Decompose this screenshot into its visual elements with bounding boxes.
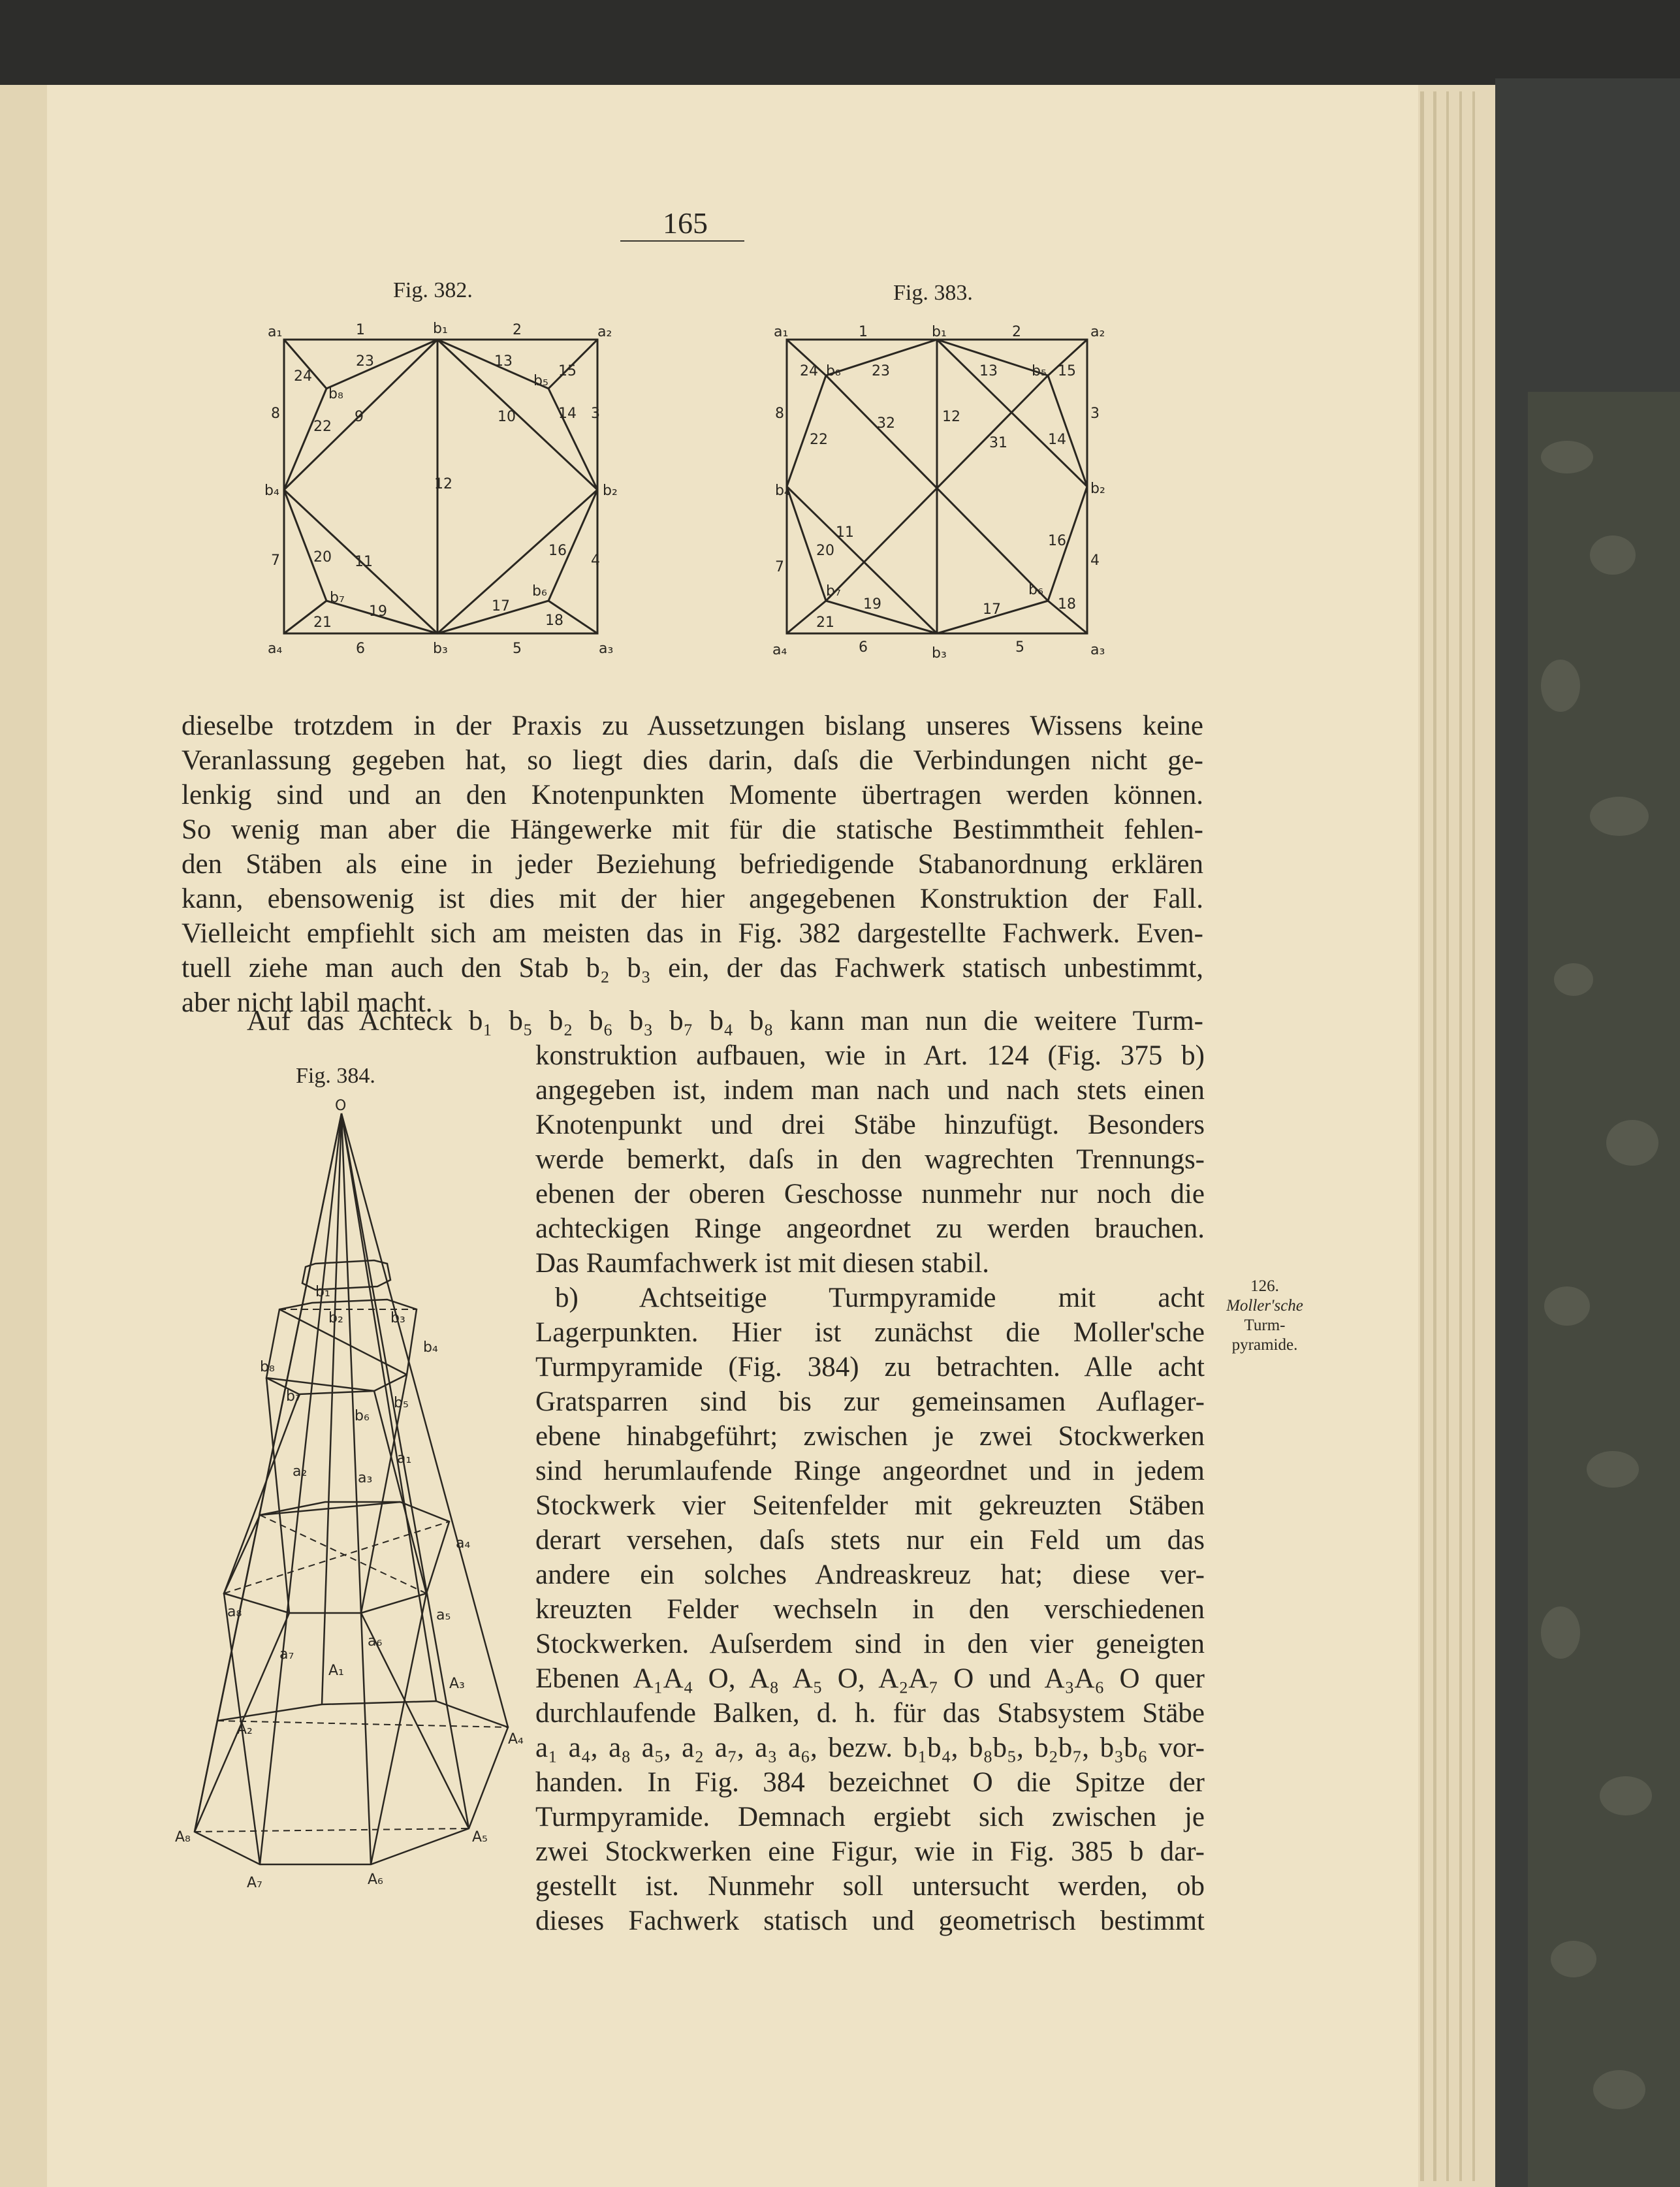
text-line: zwei Stockwerken eine Figur, wie in Fig. 385 b dar-	[535, 1836, 1205, 1867]
svg-text:A₃: A₃	[449, 1676, 465, 1692]
svg-text:12: 12	[942, 409, 960, 425]
fig384-tower-pyramid-diagram	[175, 1097, 524, 1907]
svg-text:a₂: a₂	[597, 324, 612, 340]
svg-text:b₅: b₅	[1032, 363, 1047, 379]
svg-text:b₈: b₈	[328, 386, 343, 402]
svg-text:21: 21	[816, 615, 834, 631]
svg-text:2: 2	[1012, 324, 1021, 340]
svg-text:13: 13	[494, 353, 513, 370]
text-line: Veranlassung gegeben hat, so liegt dies darin, daſs die Verbindungen nicht ge-	[182, 745, 1203, 776]
text-line: kann, ebensowenig ist dies mit der hier angegebenen Konstruktion der Fall.	[182, 884, 1203, 914]
svg-text:b₃: b₃	[932, 645, 947, 662]
text-line: Gratsparren sind bis zur gemeinsamen Auflager-	[535, 1386, 1205, 1417]
svg-text:20: 20	[816, 543, 834, 559]
svg-text:b₁: b₁	[932, 324, 947, 340]
fig383-caption: Fig. 383.	[893, 281, 973, 305]
text-line: Knotenpunkt und drei Stäbe hinzufügt. Besonders	[535, 1109, 1205, 1140]
svg-text:b₄: b₄	[423, 1339, 438, 1356]
svg-text:b₄: b₄	[775, 483, 790, 499]
svg-text:14: 14	[558, 406, 577, 422]
text-line: kreuzten Felder wechseln in den verschiedenen	[535, 1594, 1205, 1625]
svg-text:22: 22	[313, 419, 332, 435]
text-line: derart versehen, daſs stets nur ein Feld um das	[535, 1525, 1205, 1556]
svg-text:a₄: a₄	[772, 642, 787, 658]
svg-text:24: 24	[800, 363, 818, 379]
svg-text:A₁: A₁	[328, 1663, 344, 1679]
svg-text:31: 31	[989, 435, 1007, 451]
svg-text:3: 3	[1090, 406, 1100, 422]
svg-text:b₂: b₂	[1090, 481, 1105, 497]
svg-text:b₆: b₆	[532, 583, 547, 599]
text-line: dieses Fachwerk statisch und geometrisch bestimmt	[535, 1906, 1205, 1936]
svg-text:12: 12	[434, 476, 452, 492]
text-line: konstruktion aufbauen, wie in Art. 124 (Fig. 375 b)	[535, 1040, 1205, 1071]
svg-text:b₇: b₇	[330, 590, 345, 606]
svg-text:17: 17	[492, 598, 510, 615]
text-line: dieselbe trotzdem in der Praxis zu Aussetzungen bislang unseres Wissens keine	[182, 710, 1203, 741]
svg-text:5: 5	[1015, 639, 1024, 656]
text-line: tuell ziehe man auch den Stab b₂ b₃ ein, der das Fachwerk statisch unbestimmt,	[182, 953, 1203, 983]
svg-text:14: 14	[1048, 432, 1066, 448]
svg-text:19: 19	[863, 596, 881, 613]
svg-text:15: 15	[1058, 363, 1076, 379]
svg-text:b₁: b₁	[433, 321, 448, 337]
svg-text:11: 11	[836, 524, 854, 541]
svg-text:a₂: a₂	[293, 1463, 308, 1480]
text-line: angegeben ist, indem man nach und nach stets einen	[535, 1075, 1205, 1106]
svg-text:4: 4	[1090, 552, 1100, 569]
svg-text:b₇: b₇	[286, 1388, 301, 1405]
svg-text:A₇: A₇	[247, 1875, 262, 1891]
margin-note	[1216, 1277, 1314, 1355]
svg-text:b₁: b₁	[315, 1284, 330, 1300]
svg-text:23: 23	[356, 353, 374, 370]
svg-text:b₅: b₅	[394, 1395, 409, 1411]
fig382-caption: Fig. 382.	[393, 278, 473, 302]
svg-text:a₂: a₂	[1090, 324, 1105, 340]
svg-text:b₂: b₂	[603, 483, 618, 499]
svg-text:a₇: a₇	[279, 1646, 294, 1663]
text-line: durchlaufende Balken, d. h. für das Stabsystem Stäbe	[535, 1698, 1205, 1729]
svg-text:A₂: A₂	[237, 1721, 253, 1738]
svg-text:19: 19	[369, 603, 387, 620]
text-line: Turmpyramide (Fig. 384) zu betrachten. Alle acht	[535, 1352, 1205, 1382]
text-line: Stockwerk vier Seitenfelder mit gekreuzten Stäben	[535, 1490, 1205, 1521]
fig382-truss-diagram	[264, 313, 617, 663]
svg-text:b₈: b₈	[826, 363, 841, 379]
section-heading-line: b) Achtseitige Turmpyramide mit acht	[555, 1283, 1205, 1313]
svg-text:A₈: A₈	[175, 1829, 191, 1845]
margin-note-line: pyramide.	[1231, 1336, 1298, 1354]
svg-text:b₇: b₇	[826, 583, 841, 599]
svg-text:b₃: b₃	[433, 641, 448, 657]
text-line: Stockwerken. Auſserdem sind in den vier geneigten	[535, 1629, 1205, 1659]
svg-text:1: 1	[859, 324, 868, 340]
svg-text:b₂: b₂	[328, 1310, 343, 1326]
text-line: ebene hinabgeführt; zwischen je zwei Stockwerken	[535, 1421, 1205, 1452]
svg-text:A₆: A₆	[368, 1872, 383, 1888]
page-number: 165	[663, 206, 708, 240]
svg-text:7: 7	[271, 552, 280, 569]
text-line: andere ein solches Andreaskreuz hat; diese ver-	[535, 1559, 1205, 1590]
svg-text:23: 23	[872, 363, 890, 379]
svg-text:7: 7	[775, 559, 784, 575]
fig384-caption: Fig. 384.	[296, 1064, 375, 1088]
svg-text:2: 2	[513, 322, 522, 338]
svg-text:10: 10	[498, 409, 516, 425]
text-line: werde bemerkt, daſs in den wagrechten Trennungs-	[535, 1144, 1205, 1175]
svg-text:32: 32	[877, 415, 895, 432]
text-line: lenkig sind und an den Knotenpunkten Momente übertragen werden können.	[182, 780, 1203, 810]
svg-text:b₅: b₅	[533, 373, 548, 389]
svg-text:O: O	[335, 1098, 347, 1114]
svg-text:a₈: a₈	[227, 1604, 242, 1620]
svg-text:3: 3	[591, 406, 600, 422]
svg-text:15: 15	[558, 363, 577, 379]
svg-text:b₆: b₆	[1028, 582, 1043, 598]
svg-text:a₁: a₁	[268, 324, 283, 340]
svg-text:1: 1	[356, 322, 365, 338]
svg-text:6: 6	[859, 639, 868, 656]
svg-text:A₅: A₅	[472, 1829, 488, 1845]
text-line: handen. In Fig. 384 bezeichnet O die Spitze der	[535, 1767, 1205, 1798]
text-line: a₁ a₄, a₈ a₅, a₂ a₇, a₃ a₆, bezw. b₁b₄, b₈b₅, b₂b₇, b₃b₆ vor-	[535, 1732, 1205, 1763]
svg-text:18: 18	[1058, 596, 1076, 613]
svg-text:A₄: A₄	[508, 1731, 524, 1748]
right-column-text	[535, 1004, 1205, 1938]
svg-text:b₈: b₈	[260, 1359, 275, 1375]
svg-text:a₃: a₃	[599, 641, 614, 657]
svg-text:16: 16	[548, 543, 567, 559]
text-line: So wenig man aber die Hängewerke mit für die statische Bestimmtheit fehlen-	[182, 814, 1203, 845]
svg-text:a₃: a₃	[358, 1470, 373, 1486]
text-line: Das Raumfachwerk ist mit diesen stabil.	[535, 1248, 990, 1279]
text-line: achteckigen Ringe angeordnet zu werden brauchen.	[535, 1213, 1205, 1244]
margin-note-number: 126.	[1250, 1277, 1279, 1295]
svg-text:21: 21	[313, 615, 332, 631]
fig383-truss-diagram	[761, 313, 1113, 663]
text-line: sind herumlaufende Ringe angeordnet und in jedem	[535, 1456, 1205, 1486]
svg-text:a₃: a₃	[1090, 642, 1105, 658]
text-line: gestellt ist. Nunmehr soll untersucht werden, ob	[535, 1871, 1205, 1902]
svg-text:11: 11	[355, 554, 373, 570]
svg-text:b₆: b₆	[355, 1408, 370, 1424]
svg-text:a₆: a₆	[368, 1633, 383, 1650]
svg-text:8: 8	[271, 406, 280, 422]
svg-text:13: 13	[979, 363, 998, 379]
svg-text:a₁: a₁	[774, 324, 789, 340]
text-line: Ebenen A₁A₄ O, A₈ A₅ O, A₂A₇ O und A₃A₆ O quer	[535, 1663, 1205, 1694]
page-number-rule	[620, 240, 744, 242]
svg-text:5: 5	[513, 641, 522, 657]
margin-note-name: Moller'sche	[1226, 1297, 1303, 1315]
svg-text:b₃: b₃	[390, 1310, 405, 1326]
text-line: Lagerpunkten. Hier ist zunächst die Moller'sche	[535, 1317, 1205, 1348]
svg-text:a₁: a₁	[397, 1450, 412, 1467]
achteck-sentence-line: Auf das Achteck b₁ b₅ b₂ b₆ b₃ b₇ b₄ b₈ kann man nun die weitere Turm-	[247, 1006, 1203, 1036]
main-paragraph	[182, 709, 1203, 1020]
text-line: den Stäben als eine in jeder Beziehung befriedigende Stabanordnung erklären	[182, 849, 1203, 880]
svg-text:4: 4	[591, 552, 600, 569]
svg-text:17: 17	[983, 601, 1001, 618]
margin-note-line: Turm-	[1244, 1317, 1286, 1334]
svg-text:22: 22	[810, 432, 828, 448]
svg-text:b₄: b₄	[264, 483, 279, 499]
svg-text:a₄: a₄	[268, 641, 283, 657]
text-line: ebenen der oberen Geschosse nunmehr nur noch die	[535, 1179, 1205, 1209]
svg-text:a₅: a₅	[436, 1607, 451, 1623]
svg-text:18: 18	[545, 613, 563, 629]
svg-text:16: 16	[1048, 533, 1066, 549]
svg-text:6: 6	[356, 641, 365, 657]
text-line: aber nicht labil macht.	[182, 987, 433, 1018]
svg-text:9: 9	[355, 409, 364, 425]
text-line: Vielleicht empfiehlt sich am meisten das in Fig. 382 dargestellte Fachwerk. Even-	[182, 918, 1203, 949]
svg-text:20: 20	[313, 549, 332, 566]
text-line: Turmpyramide. Demnach ergiebt sich zwischen je	[535, 1802, 1205, 1832]
svg-text:a₄: a₄	[456, 1535, 471, 1552]
svg-text:8: 8	[775, 406, 784, 422]
svg-text:24: 24	[294, 368, 312, 385]
